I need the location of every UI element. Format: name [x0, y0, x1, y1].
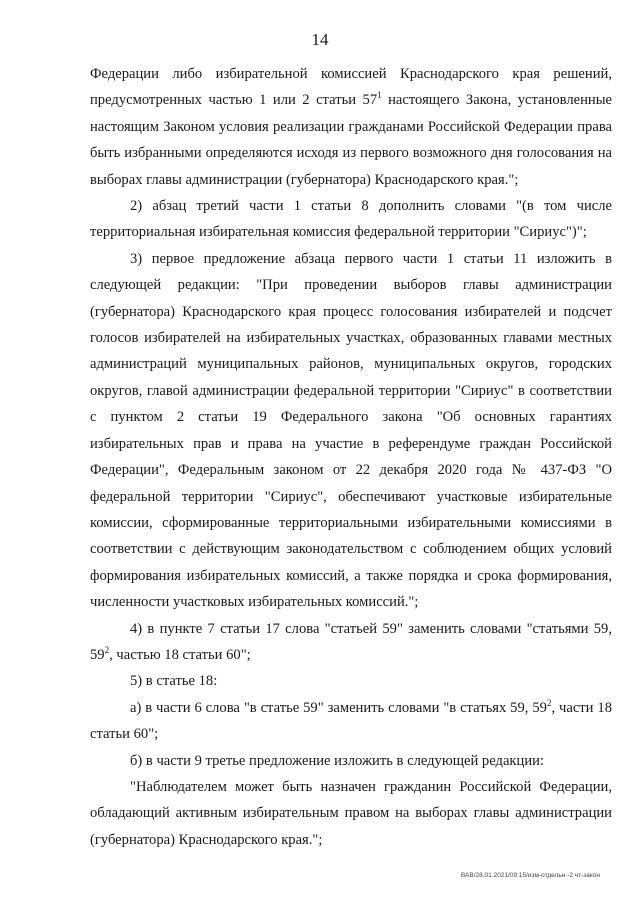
- page-number: 14: [311, 30, 329, 49]
- paragraph-text-tail: настоящего Закона, установленные настоящим Законом условия реализации гражданами Российской Федерации права быть избранными определяются исходя из первого возможного дня голосования на выборах главы администрации (губернатора) Краснодарского края.";: [90, 92, 613, 188]
- paragraph-subitem-a: [90, 695, 612, 748]
- paragraph-text: Федерации либо избирательной комиссией Краснодарского края решений, предусмотренных частью 1 или 2 статьи 57: [90, 66, 612, 109]
- paragraph-item-5: 5) в статье 18:: [130, 673, 218, 690]
- paragraph-text: а) в части 6 слова "в статье 59" заменить словами "в статьях 59, 59: [130, 699, 547, 716]
- paragraph-subitem-b: б) в части 9 третье предложение изложить в следующей редакции:: [130, 752, 544, 769]
- paragraph-text-tail: , части 18 статьи 60";: [90, 699, 612, 743]
- paragraph-item-3: 3) первое предложение абзаца первого части 1 статьи 11 изложить в следующей редакции: "При проведении выборов главы администрации (губернатора) Краснодарского края процесс голосования избирателей и подсчет голосов избирателей на избирательных участках, образованных главами местных администраций муниципальных районов, муниципальных округов, городских округов, главой администрации федеральной территории "Сириус" в соответствии с пунктом 2 статьи 19 Федерального закона "Об основных гарантиях избирательных прав и права на участие в референдуме граждан Российской Федерации", Федеральным законом от 22 декабря 2020 года № 437-ФЗ "О федеральной территории "Сириус", обеспечивают участковые избирательные комиссии, сформированные территориальными избирательными комиссиями в соответствии с действующим законодательством с соблюдением общих условий формирования избирательных комиссий, а также порядка и срока формирования, численности участковых избирательных комиссий.";: [90, 250, 612, 611]
- footer-stamp: ВАВ/28.01.2021/09:15/изм-отдельн -2 чт-закон: [460, 872, 600, 879]
- paragraph-quote: "Наблюдателем может быть назначен гражданин Российской Федерации, обладающий активным избирательным правом на выборах главы администрации (губернатора) Краснодарского края.";: [90, 778, 612, 848]
- superscript: 2: [546, 697, 552, 708]
- paragraph-continuation: [90, 61, 612, 193]
- superscript: 2: [104, 645, 110, 656]
- paragraph-item-2: 2) абзац третий части 1 статьи 8 дополнить словами "(в том числе территориальная избирательная комиссия федеральной территории "Сириус")";: [90, 198, 612, 241]
- document-body: [90, 61, 612, 853]
- paragraph-text: 4) в пункте 7 статьи 17 слова "статьей 59" заменить словами "статьями 59, 59: [90, 620, 612, 663]
- superscript: 1: [377, 90, 382, 101]
- paragraph-item-4: [90, 616, 612, 669]
- paragraph-text-tail: , частью 18 статьи 60";: [109, 646, 251, 663]
